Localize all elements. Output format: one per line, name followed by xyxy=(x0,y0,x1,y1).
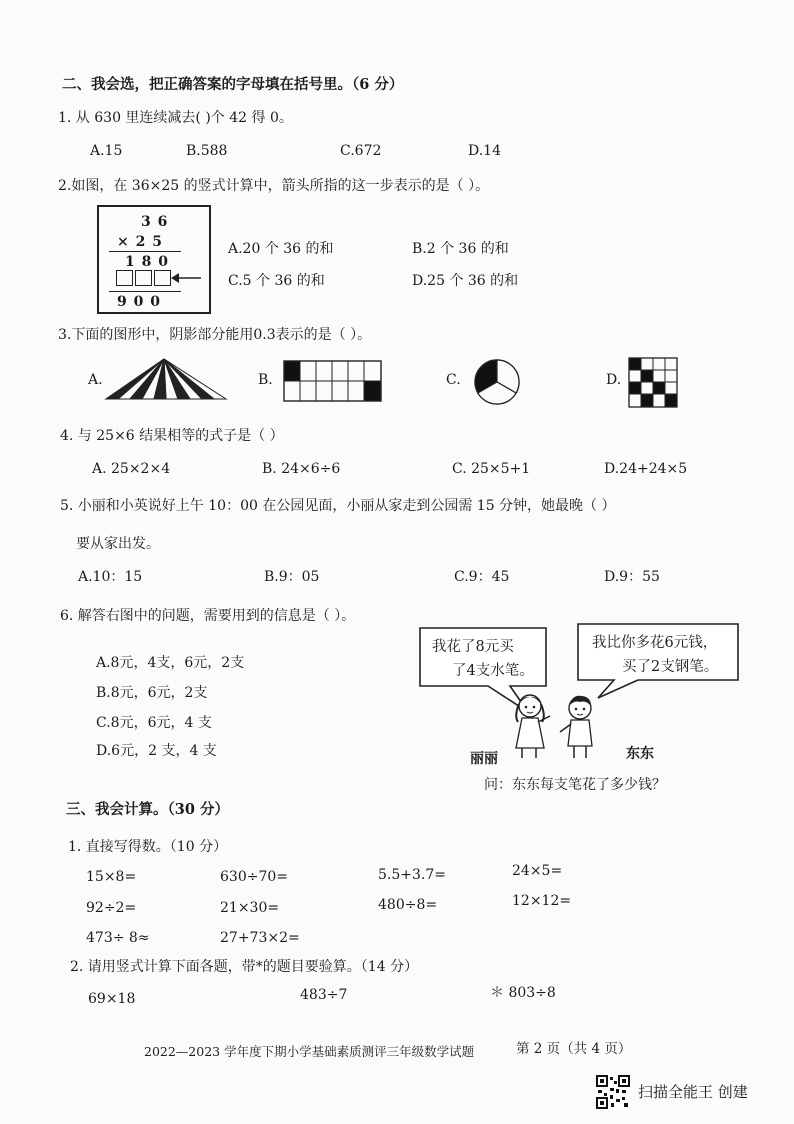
blank-box-1 xyxy=(116,270,133,286)
q2-option-c: C.5 个 36 的和 xyxy=(228,273,325,289)
arrow-left-icon xyxy=(171,271,203,285)
calc-item: 27+73×2= xyxy=(220,930,300,946)
vertical-calc-item: 69×18 xyxy=(88,991,136,1007)
calc-item: 480÷8= xyxy=(378,897,438,913)
q6-option-d: D.6元，2 支，4 支 xyxy=(96,743,217,759)
calc-item: 15×8= xyxy=(86,869,137,885)
bubble-right-line-1: 我比你多花6元钱， xyxy=(592,635,718,651)
q4-option-a: A. 25×2×4 xyxy=(92,461,171,477)
q4-option-b: B. 24×6÷6 xyxy=(262,461,341,477)
calc-line-1 xyxy=(109,251,181,252)
watermark-text: 扫描全能王 创建 xyxy=(638,1083,748,1101)
vertical-calc-item: 483÷7 xyxy=(300,987,348,1003)
calc-row-5: 9 0 0 xyxy=(117,294,161,310)
q4-stem: 4. 与 25×6 结果相等的式子是（ ） xyxy=(60,428,284,444)
vertical-calc-item: ＊ 803÷8 xyxy=(490,985,556,1001)
q5-stem: 5. 小丽和小英说好上午 10：00 在公园见面，小丽从家走到公园需 15 分钟，她最晚（ ） xyxy=(60,498,616,514)
q4-option-d: D.24+24×5 xyxy=(604,461,688,477)
bubble-right-line-2: 买了2支钢笔。 xyxy=(622,659,719,675)
name-dongdong: 东东 xyxy=(626,746,654,762)
q3-stem: 3.下面的图形中，阴影部分能用0.3表示的是（ ）。 xyxy=(58,327,372,343)
q5-option-b: B.9：05 xyxy=(264,569,320,585)
q2-option-b: B.2 个 36 的和 xyxy=(412,241,509,257)
fan-triangle-figure xyxy=(104,357,228,403)
q2-option-d: D.25 个 36 的和 xyxy=(412,273,519,289)
q3-label-d: D. xyxy=(606,372,622,388)
q3-label-c: C. xyxy=(446,372,461,388)
qr-code-icon xyxy=(596,1075,630,1109)
s3-q2-stem: 2. 请用竖式计算下面各题，带*的题目要验算。（14 分） xyxy=(70,959,419,975)
calc-item: 473÷ 8≈ xyxy=(86,930,150,946)
calc-row-2: × 2 5 xyxy=(117,234,163,250)
bubble-left-line-1: 我花了8元买 xyxy=(432,639,514,655)
strip-grid-figure xyxy=(283,360,383,402)
footer-exam-title: 2022—2023 学年度下期小学基础素质测评三年级数学试题 xyxy=(144,1044,475,1059)
calc-item: 24×5= xyxy=(512,863,563,879)
q6-option-c: C.8元，6元，4 支 xyxy=(96,715,212,731)
calc-line-2 xyxy=(109,291,181,292)
calc-item: 92÷2= xyxy=(86,900,137,916)
q1-option-a: A.15 xyxy=(90,143,123,159)
vertical-calc-figure xyxy=(97,205,211,314)
footer-page-number: 第 2 页（共 4 页） xyxy=(516,1041,632,1057)
calc-row-1: 3 6 xyxy=(141,214,169,230)
q6-question: 问：东东每支笔花了多少钱？ xyxy=(484,777,666,793)
q2-stem: 2.如图，在 36×25 的竖式计算中，箭头所指的这一步表示的是（ ）。 xyxy=(58,178,490,194)
section3-title: 三、我会计算。（30 分） xyxy=(66,801,229,818)
q5-option-c: C.9：45 xyxy=(454,569,510,585)
blank-box-2 xyxy=(135,270,152,286)
q5-option-d: D.9：55 xyxy=(604,569,660,585)
calc-item: 630÷70= xyxy=(220,869,288,885)
calc-item: 12×12= xyxy=(512,893,572,909)
s3-q1-stem: 1. 直接写得数。（10 分） xyxy=(68,839,228,855)
two-children-illustration xyxy=(500,690,610,760)
q5-stem-line2: 要从家出发。 xyxy=(76,536,160,552)
q3-label-a: A. xyxy=(88,372,103,388)
q3-label-b: B. xyxy=(258,372,273,388)
bubble-left-line-2: 了4支水笔。 xyxy=(452,663,534,679)
q6-stem: 6. 解答右图中的问题，需要用到的信息是（ ）。 xyxy=(60,608,356,624)
calc-row-3: 1 8 0 xyxy=(125,254,169,270)
q6-option-b: B.8元，6元，2支 xyxy=(96,685,208,701)
square-grid-figure xyxy=(628,357,678,409)
q2-option-a: A.20 个 36 的和 xyxy=(228,241,334,257)
q5-option-a: A.10：15 xyxy=(78,569,143,585)
circle-figure xyxy=(473,358,521,406)
q1-option-b: B.588 xyxy=(186,143,228,159)
blank-box-3 xyxy=(154,270,171,286)
q4-option-c: C. 25×5+1 xyxy=(452,461,531,477)
name-lili: 丽丽 xyxy=(470,751,498,767)
calc-item: 21×30= xyxy=(220,900,280,916)
q6-option-a: A.8元，4支，6元，2支 xyxy=(96,655,245,671)
section2-title: 二、我会选，把正确答案的字母填在括号里。（6 分） xyxy=(62,76,404,93)
q1-option-c: C.672 xyxy=(340,143,382,159)
q1-stem: 1. 从 630 里连续减去( )个 42 得 0。 xyxy=(58,110,293,126)
calc-item: 5.5+3.7= xyxy=(378,867,446,883)
q1-option-d: D.14 xyxy=(468,143,501,159)
